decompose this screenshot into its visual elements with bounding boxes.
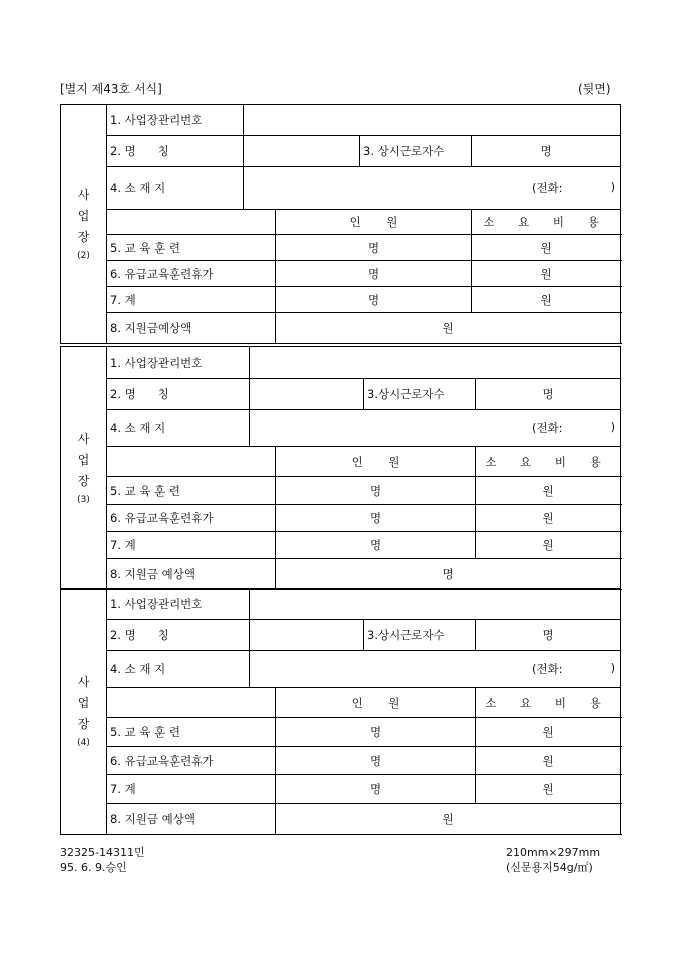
cost-row (61, 775, 621, 804)
row-label: 7. 계 (107, 532, 276, 559)
header-blank (107, 688, 276, 718)
estimate-label: 8. 지원금 예상액 (107, 559, 276, 590)
section-side-label (61, 105, 107, 344)
cost-row (61, 505, 621, 532)
people-cell[interactable]: 명 (276, 747, 476, 775)
mgmt-no-label: 1. 사업장관리번호 (107, 105, 244, 136)
side-char: 사 (77, 187, 90, 202)
side-char: 사 (77, 675, 90, 689)
mgmt-no-label: 1. 사업장관리번호 (107, 347, 250, 379)
form-code: 32325-14311민 (60, 846, 145, 859)
phone-close: ) (610, 661, 616, 675)
header-blank (107, 447, 276, 477)
people-header: 인 원 (276, 447, 476, 477)
phone-label: (전화: (531, 181, 563, 195)
side-char: 업 (77, 208, 90, 223)
side-char: 장 (77, 717, 90, 731)
people-header: 인 원 (276, 688, 476, 718)
cost-row (61, 235, 621, 261)
row-label: 5. 교 육 훈 련 (107, 235, 276, 261)
address-label: 4. 소 재 지 (107, 651, 250, 688)
address-field[interactable] (250, 651, 621, 688)
cost-row (61, 718, 621, 747)
paper-type: (신문용지54g/㎡) (506, 861, 593, 874)
header-blank (107, 210, 276, 235)
cost-cell[interactable]: 원 (472, 261, 621, 287)
section-number: (2) (77, 250, 90, 261)
estimate-label: 8. 지원금예상액 (107, 313, 276, 344)
side-char: 사 (77, 431, 90, 446)
row-label: 6. 유급교육훈련휴가 (107, 747, 276, 775)
row-label: 6. 유급교육훈련휴가 (107, 261, 276, 287)
workers-label: 3.상시근로자수 (364, 379, 476, 410)
cost-row (61, 747, 621, 775)
mgmt-no-field[interactable] (250, 347, 621, 379)
section-number: (4) (77, 738, 90, 748)
cost-header: 소 요 비 용 (476, 688, 621, 718)
side-char: 장 (77, 229, 90, 244)
phone-label: (전화: (531, 421, 563, 435)
cost-cell[interactable]: 원 (476, 532, 621, 559)
row-label: 5. 교 육 훈 련 (107, 718, 276, 747)
business-section-3 (60, 346, 621, 590)
section-number: (3) (77, 494, 90, 505)
phone-close: ) (610, 420, 616, 434)
row-label: 5. 교 육 훈 련 (107, 477, 276, 505)
business-section-2 (60, 104, 621, 344)
business-section-4 (60, 588, 621, 835)
cost-row (61, 532, 621, 559)
estimate-field[interactable]: 명 (276, 559, 621, 590)
approval-date: 95. 6. 9.승인 (60, 861, 127, 874)
section-side-label (61, 589, 107, 835)
people-cell[interactable]: 명 (276, 477, 476, 505)
workers-label: 3. 상시근로자수 (360, 136, 472, 167)
cost-row (61, 477, 621, 505)
row-label: 7. 계 (107, 775, 276, 804)
side-char: 장 (77, 473, 90, 488)
name-field[interactable] (250, 379, 364, 410)
cost-row (61, 261, 621, 287)
cost-row (61, 287, 621, 313)
page-side-label: (뒷면) (578, 82, 611, 96)
side-char: 업 (77, 452, 90, 467)
mgmt-no-field[interactable] (244, 105, 621, 136)
estimate-field[interactable]: 원 (276, 804, 621, 835)
cost-cell[interactable]: 원 (476, 477, 621, 505)
cost-cell[interactable]: 원 (472, 287, 621, 313)
address-field[interactable] (250, 410, 621, 447)
cost-cell[interactable]: 원 (476, 747, 621, 775)
cost-header: 소 요 비 용 (472, 210, 621, 235)
side-char: 업 (77, 696, 90, 710)
people-cell[interactable]: 명 (276, 261, 472, 287)
people-cell[interactable]: 명 (276, 235, 472, 261)
workers-label: 3.상시근로자수 (364, 620, 476, 651)
paper-size: 210mm×297mm (506, 846, 601, 859)
workers-field[interactable]: 명 (476, 620, 621, 651)
row-label: 6. 유급교육훈련휴가 (107, 505, 276, 532)
address-label: 4. 소 재 지 (107, 167, 244, 210)
people-cell[interactable]: 명 (276, 718, 476, 747)
name-label: 2. 명 칭 (107, 136, 244, 167)
name-label: 2. 명 칭 (107, 379, 250, 410)
people-cell[interactable]: 명 (276, 775, 476, 804)
workers-field[interactable]: 명 (472, 136, 621, 167)
people-cell[interactable]: 명 (276, 287, 472, 313)
address-field[interactable] (244, 167, 621, 210)
people-header: 인 원 (276, 210, 472, 235)
section-side-label (61, 347, 107, 590)
phone-label: (전화: (531, 662, 563, 676)
phone-close: ) (610, 180, 616, 194)
name-label: 2. 명 칭 (107, 620, 250, 651)
people-cell[interactable]: 명 (276, 505, 476, 532)
name-field[interactable] (244, 136, 360, 167)
name-field[interactable] (250, 620, 364, 651)
mgmt-no-label: 1. 사업장관리번호 (107, 589, 250, 620)
estimate-label: 8. 지원금 예상액 (107, 804, 276, 835)
form-title: [별지 제43호 서식] (60, 82, 162, 96)
address-label: 4. 소 재 지 (107, 410, 250, 447)
workers-field[interactable]: 명 (476, 379, 621, 410)
cost-cell[interactable]: 원 (476, 718, 621, 747)
footer-left (60, 845, 145, 875)
cost-cell[interactable]: 원 (476, 505, 621, 532)
cost-cell[interactable]: 원 (476, 775, 621, 804)
estimate-field[interactable]: 원 (276, 313, 621, 344)
row-label: 7. 계 (107, 287, 276, 313)
cost-header: 소 요 비 용 (476, 447, 621, 477)
mgmt-no-field[interactable] (250, 589, 621, 620)
cost-cell[interactable]: 원 (472, 235, 621, 261)
footer-right (506, 845, 600, 875)
people-cell[interactable]: 명 (276, 532, 476, 559)
